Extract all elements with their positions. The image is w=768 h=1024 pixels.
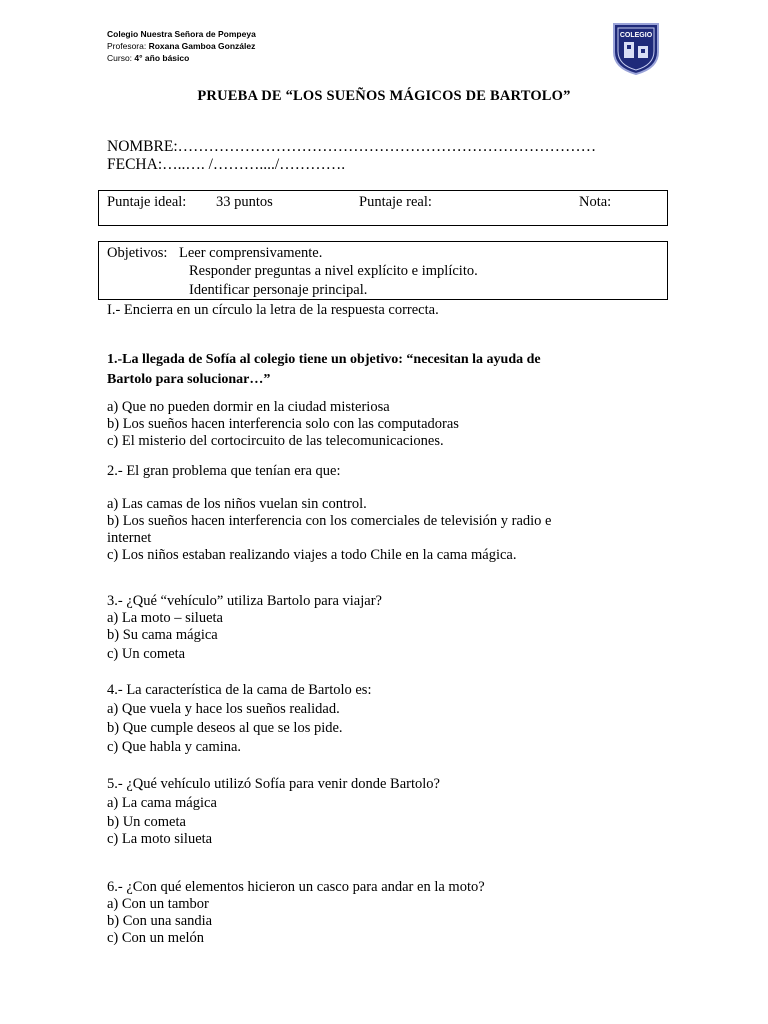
answer-option-c[interactable]: c) Un cometa [107,646,186,662]
question-text: 3.- ¿Qué “vehículo” utiliza Bartolo para viajar? [107,593,382,609]
question-text: Bartolo para solucionar…” [107,372,271,387]
answer-option-a[interactable]: a) La moto – silueta [107,610,223,626]
question-1 [107,350,541,450]
answer-option-c[interactable]: c) Con un melón [107,930,205,946]
objective-item: Identificar personaje principal. [189,282,368,298]
answer-option-a[interactable]: a) Las camas de los niños vuelan sin control. [107,496,367,512]
school-name: Colegio Nuestra Señora de Pompeya [107,29,256,39]
question-6 [107,879,485,947]
answer-option-b-continued[interactable]: internet [107,530,152,546]
answer-option-b[interactable]: b) Que cumple deseos al que se los pide. [107,720,343,736]
answer-option-c[interactable]: c) El misterio del cortocircuito de las telecomunicaciones. [107,433,444,449]
answer-option-a[interactable]: a) Con un tambor [107,896,209,912]
answer-option-c[interactable]: c) La moto silueta [107,831,213,847]
name-field[interactable]: NOMBRE:……………………………………………………………………… [107,138,597,155]
answer-option-a[interactable]: a) Que no pueden dormir en la ciudad misteriosa [107,399,390,415]
question-text: 1.-La llegada de Sofía al colegio tiene un objetivo: “necesitan la ayuda de [107,352,541,367]
objectives-label: Objetivos: [107,245,168,261]
logo-text: COLEGIO [619,32,653,39]
instruction: I.- Encierra en un círculo la letra de la respuesta correcta. [107,302,439,318]
question-text: 2.- El gran problema que tenían era que: [107,463,341,479]
answer-option-b[interactable]: b) Los sueños hacen interferencia solo con las computadoras [107,416,459,432]
question-3 [107,593,382,663]
objective-item: Responder preguntas a nivel explícito e implícito. [189,263,478,279]
score-box [98,190,668,226]
objectives-box [98,241,668,300]
score-ideal-value: 33 puntos [216,194,273,210]
question-4 [107,682,371,756]
question-5 [107,776,440,848]
question-text: 4.- La característica de la cama de Bartolo es: [107,682,372,698]
answer-option-b[interactable]: b) Con una sandia [107,913,213,929]
answer-option-a[interactable]: a) Que vuela y hace los sueños realidad. [107,701,340,717]
answer-option-b[interactable]: b) Los sueños hacen interferencia con los comerciales de televisión y radio e [107,513,552,529]
answer-option-b[interactable]: b) Un cometa [107,814,186,830]
score-real-label: Puntaje real: [359,194,432,210]
question-2 [107,463,552,564]
course-line: Curso: 4° año básico [107,53,190,63]
date-field[interactable]: FECHA:…..…. /………..../…………. [107,156,346,173]
answer-option-c[interactable]: c) Los niños estaban realizando viajes a todo Chile en la cama mágica. [107,547,517,563]
score-ideal-label: Puntaje ideal: [107,194,187,210]
teacher-line: Profesora: Roxana Gamboa González [107,41,256,51]
page-title: PRUEBA DE “LOS SUEÑOS MÁGICOS DE BARTOLO” [197,88,571,104]
answer-option-b[interactable]: b) Su cama mágica [107,627,218,643]
grade-label: Nota: [579,194,612,210]
question-text: 5.- ¿Qué vehículo utilizó Sofía para venir donde Bartolo? [107,776,440,792]
answer-option-a[interactable]: a) La cama mágica [107,795,217,811]
objective-item: Leer comprensivamente. [179,245,323,261]
answer-option-c[interactable]: c) Que habla y camina. [107,739,242,755]
question-text: 6.- ¿Con qué elementos hicieron un casco para andar en la moto? [107,879,485,895]
school-crest-logo [610,20,662,76]
